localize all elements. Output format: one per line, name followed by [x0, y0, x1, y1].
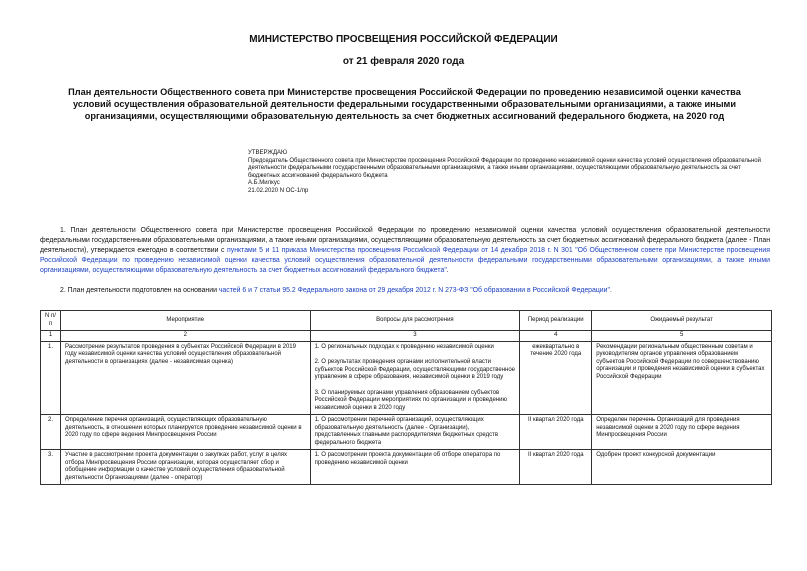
document-date: от 21 февраля 2020 года: [342, 56, 465, 67]
col-number: 4: [520, 331, 592, 342]
table-row: [41, 415, 772, 450]
col-number: 3: [310, 331, 520, 342]
table-numbering-row: [41, 331, 772, 342]
col-header-result: Ожидаемый результат: [592, 311, 772, 331]
col-header-questions: Вопросы для рассмотрения: [310, 311, 520, 331]
row-number: 1.: [41, 341, 61, 415]
col-header-period: Период реализации: [520, 311, 592, 331]
approval-block: [248, 150, 768, 196]
row-questions: 1. О рассмотрении проекта документации об отборе оператора по проведению независимой оценки: [310, 450, 520, 485]
row-questions: [310, 341, 520, 415]
plan-table: [40, 310, 772, 485]
approval-signer: А.Б.Милкус: [248, 180, 280, 187]
approval-number: 21.02.2020 N ОС-1/пр: [248, 187, 309, 194]
plan-title: План деятельности Общественного совета при Министерстве просвещения Российской Федерации по проведению независимой оценки качества условий осуществления образовательной деятельности федеральными государственными образовательными организациями, а также иными организациями, осуществляющими образовательную деятельность за счет бюджетных ассигнований федерального бюджета, на 2020 год: [68, 87, 741, 121]
row-period: ежеквартально в течение 2020 года: [520, 341, 592, 415]
col-header-number: N п/п: [41, 311, 61, 331]
col-header-event: Мероприятие: [60, 311, 310, 331]
question-item: 1. О региональных подходах к проведению независимой оценки: [314, 343, 494, 350]
question-item: 3. О планируемых органами управления образованием субъектов Российской Федерации мероприятиях по организации и проведению независимой оценки в 2020 году: [314, 389, 507, 411]
row-result: Определен перечень Организаций для проведения независимой оценки в 2020 году по сфере ведения Минпросвещения России: [592, 415, 772, 450]
paragraph-1-text: 1. План деятельности Общественного совета при Министерстве просвещения Российской Федерации по проведению независимой оценки качества условий осуществления образовательной деятельности федеральными государственными образовательными организациями, а также иными организациями, осуществляющими образовательную деятельность за счет бюджетных ассигнований федерального бюджета (далее - План деятельности), утверждается ежегодно в соответствии с: [40, 227, 770, 254]
row-event: Рассмотрение результатов проведения в субъектах Российской Федерации в 2019 году независимой оценки качества условий осуществления образовательной деятельности в организациях (далее - независимая оценка): [60, 341, 310, 415]
table-header-row: [41, 311, 772, 331]
col-number: 5: [592, 331, 772, 342]
question-item: 2. О результатах проведения органами исполнительной власти субъектов Российской Федерации, осуществляющими государственное управление в сфере образования, независимой оценки в 2019 году: [314, 359, 516, 380]
paragraph-1: [40, 226, 770, 276]
paragraph-2: [60, 286, 760, 296]
row-event: Участие в рассмотрении проекта документации о закупках работ, услуг в целях отбора Минпросвещения России организации, которая осуществляет сбор и обобщение информации о качестве условий осуществления образовательной деятельности Организациями (далее - оператор): [60, 450, 310, 485]
row-result: Одобрен проект конкурсной документации: [592, 450, 772, 485]
order-301-link[interactable]: пунктами 5 и 11 приказа Министерства просвещения Российской Федерации от 14 декабря 2018 г. N 301 "Об Общественном совете при Министерстве просвещения Российской Федерации по проведению независимой оценки качества условий осуществления образовательной деятельности федеральными государственными образовательными организациями, а также иными организациями, осуществляющими образовательную деятельность за счет бюджетных ассигнований федерального бюджета": [40, 247, 770, 274]
paragraph-2-end: .: [609, 287, 612, 294]
approval-position: Председатель Общественного совета при Министерстве просвещения Российской Федерации по проведению независимой оценки качества условий осуществления образовательной деятельности федеральными государственными образовательными организациями, а также иными организациями, осуществляющими образовательную деятельность за счет бюджетных ассигнований федерального бюджета: [248, 157, 761, 179]
approval-heading: УТВЕРЖДАЮ: [248, 150, 288, 156]
ministry-title: МИНИСТЕРСТВО ПРОСВЕЩЕНИЯ РОССИЙСКОЙ ФЕДЕРАЦИИ: [249, 34, 558, 45]
col-number: 2: [60, 331, 310, 342]
row-number: 3.: [41, 450, 61, 485]
row-period: II квартал 2020 года: [520, 415, 592, 450]
col-number: 1: [41, 331, 61, 342]
row-event: Определение перечня организаций, осуществляющих образовательную деятельность, в отношении которых планируется проведение независимой оценки в 2020 году по сфере ведения Минпросвещения России: [60, 415, 310, 450]
row-number: 2.: [41, 415, 61, 450]
row-result: Рекомендации региональным общественным советам и руководителям органов управления образованием субъектов Российской Федерации по совершенствованию организации и проведения независимой оценки в субъектах Российской Федерации: [592, 341, 772, 415]
law-273-link[interactable]: частей 6 и 7 статьи 95.2 Федерального закона от 29 декабря 2012 г. N 273-ФЗ "Об образовании в Российской Федерации": [218, 287, 610, 294]
paragraph-2-text: 2. План деятельности подготовлен на основании: [60, 287, 219, 294]
table-row: [41, 341, 772, 415]
row-period: II квартал 2020 года: [520, 450, 592, 485]
table-row: [41, 450, 772, 485]
paragraph-1-end: .: [446, 267, 449, 274]
row-questions: 1. О рассмотрении перечней организаций, осуществляющих образовательную деятельность (далее - Организации), представленных главными распорядителями бюджетных средств федерального бюджета: [310, 415, 520, 450]
